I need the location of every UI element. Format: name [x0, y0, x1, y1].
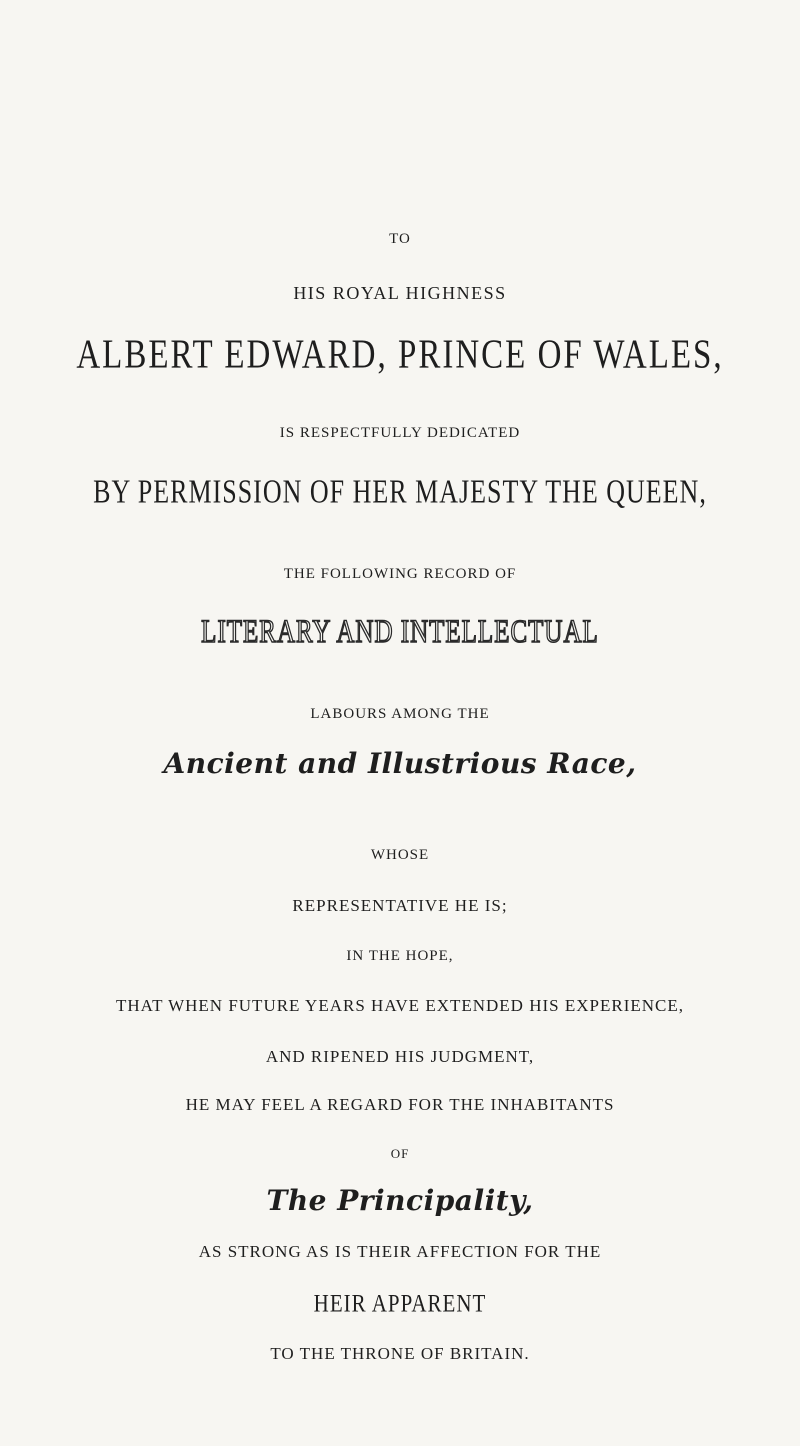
- the-principality: The Principality,: [266, 1184, 534, 1217]
- future-years: THAT WHEN FUTURE YEARS HAVE EXTENDED HIS EXPERIENCE,: [116, 996, 684, 1015]
- ancient-race: Ancient and Illustrious Race,: [163, 747, 637, 780]
- permission-line: BY PERMISSION OF HER MAJESTY THE QUEEN,: [93, 472, 707, 511]
- his-royal-highness: HIS ROYAL HIGHNESS: [293, 283, 507, 303]
- of: OF: [390, 1146, 410, 1161]
- labours-among: LABOURS AMONG THE: [310, 706, 490, 722]
- dedication-to: TO: [389, 231, 411, 247]
- regard-inhabitants: HE MAY FEEL A REGARD FOR THE INHABITANTS: [185, 1095, 615, 1114]
- in-the-hope: IN THE HOPE,: [346, 948, 454, 964]
- whose: WHOSE: [370, 847, 430, 863]
- ripened-judgment: AND RIPENED HIS JUDGMENT,: [265, 1047, 535, 1066]
- following-record: THE FOLLOWING RECORD OF: [283, 566, 517, 582]
- throne-of-britain: TO THE THRONE OF BRITAIN.: [270, 1344, 530, 1363]
- representative: REPRESENTATIVE HE IS;: [292, 896, 508, 915]
- prince-title: ALBERT EDWARD, PRINCE OF WALES,: [76, 332, 724, 378]
- heir-apparent: HEIR APPARENT: [313, 1288, 487, 1318]
- as-strong: AS STRONG AS IS THEIR AFFECTION FOR THE: [198, 1242, 602, 1261]
- respectfully-dedicated: IS RESPECTFULLY DEDICATED: [279, 425, 521, 441]
- literary-intellectual: LITERARY AND INTELLECTUAL: [201, 614, 599, 650]
